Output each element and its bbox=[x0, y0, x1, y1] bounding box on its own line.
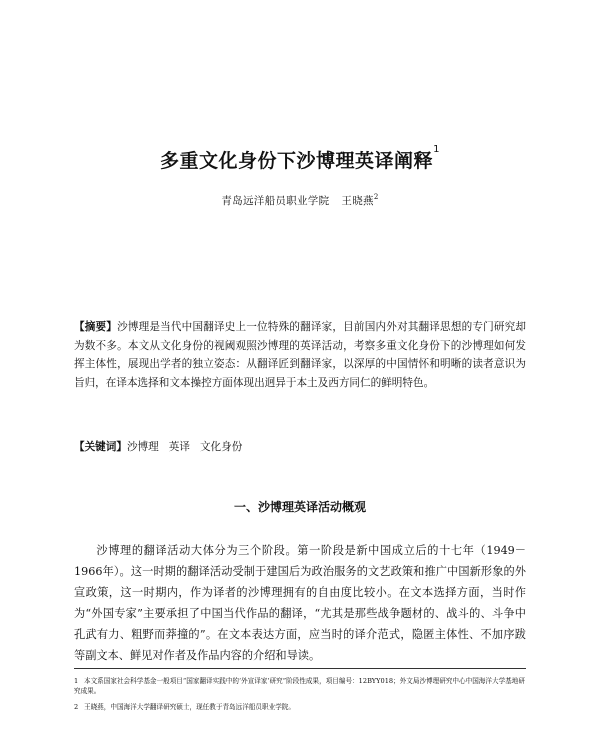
body-paragraph: 沙博理的翻译活动大体分为三个阶段。第一阶段是新中国成立后的十七年（1949－1966年）。这一时期的翻译活动受制于建国后为政治服务的文艺政策和推广中国新形象的外宣政策，这一时期内，作为译者的沙博理拥有的自由度比较小。在文本选择方面，当时作为“外国专家”主要承担了中国当代作品的翻译，“尤其是那些战争题材的、战斗的、斗争中孔武有力、粗野而莽撞的”。在文本表达方面，应当时的译介范式，隐匿主体性、不加序跋等副文本、鲜见对作者及作品内容的介绍和导读。 bbox=[74, 544, 526, 662]
footnote-divider bbox=[74, 668, 526, 669]
abstract-text: 沙博理是当代中国翻译史上一位特殊的翻译家，目前国内外对其翻译思想的专门研究却为数不多。本文从文化身份的视阈观照沙博理的英译活动，考察多重文化身份下的沙博理如何发挥主体性，展现出学者的独立姿态：从翻译匠到翻译家，以深厚的中国情怀和明晰的读者意识为旨归，在译本选择和文本操控方面体现出迥异于本土及西方同仁的鲜明特色。 bbox=[74, 321, 527, 389]
footnote bbox=[74, 702, 526, 712]
footnote bbox=[74, 676, 526, 696]
author-footnote-mark: 2 bbox=[373, 193, 379, 201]
section-heading: 一、沙博理英译活动概观 bbox=[233, 500, 366, 514]
title-footnote-mark: 1 bbox=[433, 144, 440, 155]
title-text: 多重文化身份下沙博理英译阐释 bbox=[160, 150, 434, 172]
keywords bbox=[74, 438, 526, 457]
footnote-number: 2 bbox=[74, 703, 79, 711]
abstract bbox=[74, 318, 526, 392]
paper-title bbox=[0, 146, 600, 173]
footnote-text: 王晓燕，中国海洋大学翻译研究硕士，现任教于青岛远洋船员职业学院。 bbox=[84, 703, 295, 711]
abstract-label: 【摘要】 bbox=[74, 321, 118, 333]
keyword-item: 英译 bbox=[168, 441, 190, 453]
footnote-text: 本文系国家社会科学基金一般项目“国家翻译实践中的‘外宣译家’研究”阶段性成果，项目编号：12BYY018；外文局沙博理研究中心中国海洋大学基地研究成果。 bbox=[74, 677, 525, 695]
author-line bbox=[0, 193, 600, 208]
keyword-item: 文化身份 bbox=[199, 441, 243, 453]
author-affiliation: 青岛远洋船员职业学院 bbox=[221, 195, 330, 207]
keyword-item: 沙博理 bbox=[126, 441, 159, 453]
keywords-label: 【关键词】 bbox=[74, 441, 127, 453]
author-name: 王晓燕 bbox=[341, 195, 374, 207]
footnote-number: 1 bbox=[74, 677, 79, 685]
